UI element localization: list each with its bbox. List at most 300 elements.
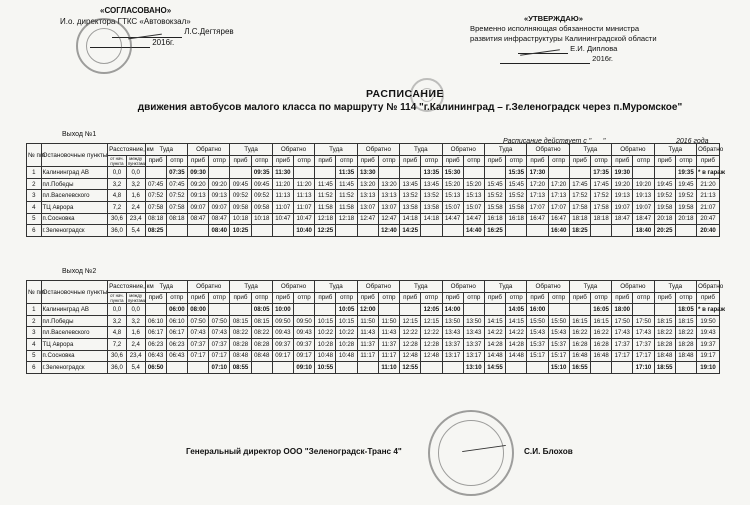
approval-left-date: 2016г. [152, 37, 175, 47]
time-cell: 16:05 [590, 304, 611, 316]
time-cell: 21:07 [697, 201, 720, 213]
time-cell: 08:47 [209, 213, 230, 225]
time-cell: 16:48 [590, 350, 611, 362]
distance-from-start: 7,2 [108, 201, 127, 213]
time-cell [166, 362, 187, 374]
time-cell: 06:17 [166, 327, 187, 339]
column-departure: отпр [421, 155, 442, 167]
time-cell: 11:10 [378, 362, 399, 374]
time-cell: 17:43 [633, 327, 654, 339]
time-cell: 10:15 [315, 315, 336, 327]
distance-between: 2,4 [126, 338, 145, 350]
time-cell: 07:10 [209, 362, 230, 374]
time-cell: 16:15 [590, 315, 611, 327]
time-cell: 19:52 [675, 190, 696, 202]
column-direction-there: Туда [230, 281, 272, 293]
time-cell [612, 362, 633, 374]
row-number: 6 [27, 225, 42, 237]
distance-between: 5,4 [126, 225, 145, 237]
time-cell: 11:35 [336, 167, 357, 179]
time-cell: 09:07 [187, 201, 208, 213]
time-cell: 15:52 [506, 190, 527, 202]
time-cell: 11:37 [357, 338, 378, 350]
time-cell: 14:48 [484, 350, 505, 362]
time-cell: 11:07 [294, 201, 315, 213]
time-cell [548, 167, 569, 179]
column-arrival: приб [187, 155, 208, 167]
time-cell: 12:55 [400, 362, 421, 374]
distance-between: 23,4 [126, 350, 145, 362]
column-departure: отпр [336, 292, 357, 304]
distance-between: 0,0 [126, 167, 145, 179]
time-cell: 19:50 [697, 315, 720, 327]
column-distance: Расстояние, км [108, 144, 145, 156]
time-cell [612, 225, 633, 237]
column-departure: отпр [590, 292, 611, 304]
time-cell: 12:47 [357, 213, 378, 225]
time-cell: 17:10 [633, 362, 654, 374]
table-row [27, 362, 720, 374]
column-direction-there: Туда [315, 281, 357, 293]
row-number: 1 [27, 304, 42, 316]
time-cell: 11:43 [378, 327, 399, 339]
column-departure: отпр [463, 292, 484, 304]
document-title: РАСПИСАНИЕ [365, 88, 445, 100]
column-arrival: приб [272, 292, 293, 304]
distance-from-start: 0,0 [108, 167, 127, 179]
time-cell: 16:55 [569, 362, 590, 374]
time-cell: 10:22 [315, 327, 336, 339]
distance-from-start: 30,6 [108, 213, 127, 225]
approval-right-line2: развития инфраструктуры Калининградской области [470, 34, 657, 43]
column-arrival: приб [484, 155, 505, 167]
time-cell [294, 167, 315, 179]
distance-from-start: 3,2 [108, 178, 127, 190]
column-arrival: приб [230, 292, 251, 304]
time-cell: 11:17 [357, 350, 378, 362]
time-cell: 17:17 [633, 350, 654, 362]
column-departure: отпр [633, 155, 654, 167]
time-cell: 09:45 [230, 178, 251, 190]
column-dist-between: между пунктами [127, 292, 147, 303]
time-cell [590, 225, 611, 237]
time-cell: 14:05 [506, 304, 527, 316]
time-cell: 20:25 [654, 225, 675, 237]
time-cell [145, 167, 166, 179]
time-cell: 18:55 [654, 362, 675, 374]
column-dist-between: между пунктами [127, 155, 147, 166]
column-direction-there: Туда [484, 144, 526, 156]
table-row [27, 304, 720, 316]
time-cell: 16:18 [484, 213, 505, 225]
column-departure: отпр [590, 155, 611, 167]
time-cell: 07:52 [166, 190, 187, 202]
column-departure: отпр [251, 155, 272, 167]
time-cell: 09:52 [251, 190, 272, 202]
stop-name: г.Зеленоградск [41, 362, 108, 374]
signature-line [518, 45, 568, 54]
time-cell: 13:50 [463, 315, 484, 327]
time-cell: 19:07 [633, 201, 654, 213]
time-cell: 08:55 [230, 362, 251, 374]
time-cell: 17:50 [633, 315, 654, 327]
time-cell: 13:45 [421, 178, 442, 190]
time-cell [145, 304, 166, 316]
time-cell: 13:17 [442, 350, 463, 362]
time-cell: 09:10 [294, 362, 315, 374]
time-cell: 17:45 [569, 178, 590, 190]
time-cell: 19:37 [697, 338, 720, 350]
time-cell: 09:20 [209, 178, 230, 190]
distance-between: 1,6 [126, 327, 145, 339]
time-cell: 14:22 [506, 327, 527, 339]
row-number: 5 [27, 350, 42, 362]
time-cell: 09:13 [209, 190, 230, 202]
time-cell: 18:15 [654, 315, 675, 327]
table-row [27, 327, 720, 339]
time-cell: 09:50 [272, 315, 293, 327]
time-cell: 10:47 [272, 213, 293, 225]
time-cell: 15:20 [463, 178, 484, 190]
time-cell: 17:07 [548, 201, 569, 213]
row-number: 3 [27, 327, 42, 339]
time-cell: 08:22 [251, 327, 272, 339]
time-cell: 07:58 [166, 201, 187, 213]
time-cell: 07:43 [187, 327, 208, 339]
time-cell: 09:50 [294, 315, 315, 327]
time-cell: 07:45 [145, 178, 166, 190]
time-cell: 06:00 [166, 304, 187, 316]
time-cell: 12:47 [378, 213, 399, 225]
distance-between: 23,4 [126, 213, 145, 225]
time-cell: 16:18 [506, 213, 527, 225]
time-cell: 12:00 [357, 304, 378, 316]
time-cell: 10:18 [230, 213, 251, 225]
time-cell [527, 225, 548, 237]
row-number: 5 [27, 213, 42, 225]
stop-name: п.Сосновка [41, 213, 108, 225]
time-cell: 12:18 [336, 213, 357, 225]
time-cell: 10:18 [251, 213, 272, 225]
time-cell: 08:05 [251, 304, 272, 316]
time-cell [315, 167, 336, 179]
time-cell: 11:52 [336, 190, 357, 202]
column-direction-back: Обратно [357, 281, 399, 293]
time-cell: 12:28 [421, 338, 442, 350]
time-cell: 13:10 [463, 362, 484, 374]
time-cell [421, 362, 442, 374]
column-direction-back: Обратно [187, 281, 229, 293]
time-cell: 15:43 [548, 327, 569, 339]
time-cell: 10:28 [315, 338, 336, 350]
time-cell: 13:58 [400, 201, 421, 213]
time-cell: 17:52 [590, 190, 611, 202]
time-cell: 18:22 [654, 327, 675, 339]
time-cell: 09:17 [294, 350, 315, 362]
column-direction-back: Обратно [187, 144, 229, 156]
column-arrival: приб [569, 155, 590, 167]
time-cell: 15:07 [442, 201, 463, 213]
time-cell: 07:37 [187, 338, 208, 350]
column-arrival: приб [569, 292, 590, 304]
time-cell: 08:15 [230, 315, 251, 327]
time-cell: 18:25 [569, 225, 590, 237]
time-cell: 13:58 [421, 201, 442, 213]
column-arrival: приб [654, 155, 675, 167]
time-cell [421, 225, 442, 237]
column-departure: отпр [378, 155, 399, 167]
column-departure: отпр [294, 155, 315, 167]
time-cell: 11:13 [272, 190, 293, 202]
time-cell: 18:40 [633, 225, 654, 237]
column-arrival: приб [145, 292, 166, 304]
column-direction-there: Туда [654, 144, 696, 156]
table-row [27, 315, 720, 327]
time-cell [230, 167, 251, 179]
time-cell: 17:13 [527, 190, 548, 202]
time-cell: 17:45 [590, 178, 611, 190]
column-num: № п/п [27, 281, 42, 304]
table-row [27, 213, 720, 225]
time-cell: 06:23 [145, 338, 166, 350]
time-cell: 14:40 [463, 225, 484, 237]
time-cell: 16:22 [569, 327, 590, 339]
distance-from-start: 7,2 [108, 338, 127, 350]
approval-left-name: Л.С.Дегтярев [184, 27, 234, 36]
time-cell: 12:48 [421, 350, 442, 362]
schedule-table-exit1 [26, 143, 725, 237]
time-cell [633, 167, 654, 179]
time-cell: 07:43 [209, 327, 230, 339]
time-cell: 14:47 [442, 213, 463, 225]
time-cell: 16:25 [484, 225, 505, 237]
time-cell: 06:43 [166, 350, 187, 362]
approval-left-title: «СОГЛАСОВАНО» [100, 6, 172, 15]
column-departure: отпр [421, 292, 442, 304]
distance-between: 5,4 [126, 362, 145, 374]
round-stamp-icon [428, 410, 514, 496]
time-cell: 08:22 [230, 327, 251, 339]
time-cell: 13:37 [463, 338, 484, 350]
column-arrival: приб [357, 292, 378, 304]
column-departure: отпр [209, 155, 230, 167]
time-cell: 13:43 [463, 327, 484, 339]
time-cell: 15:50 [527, 315, 548, 327]
column-arrival: приб [612, 155, 633, 167]
time-cell: 13:13 [378, 190, 399, 202]
time-cell: 10:55 [315, 362, 336, 374]
column-departure: отпр [675, 155, 696, 167]
stop-name: пл.Победы [41, 178, 108, 190]
row-number: 4 [27, 338, 42, 350]
footer-name: С.И. Блохов [524, 447, 573, 456]
time-cell: 11:20 [272, 178, 293, 190]
column-departure: отпр [378, 292, 399, 304]
time-cell: 19:20 [612, 178, 633, 190]
time-cell: 12:40 [378, 225, 399, 237]
time-cell [230, 304, 251, 316]
time-cell [187, 362, 208, 374]
time-cell [294, 304, 315, 316]
time-cell: 14:48 [506, 350, 527, 362]
distance-from-start: 36,0 [108, 225, 127, 237]
time-cell: 17:37 [633, 338, 654, 350]
time-cell: 14:47 [463, 213, 484, 225]
column-direction-there: Туда [569, 144, 611, 156]
time-cell: 07:50 [209, 315, 230, 327]
time-cell: 19:30 [612, 167, 633, 179]
time-cell: 13:07 [357, 201, 378, 213]
time-cell: 11:20 [294, 178, 315, 190]
approval-left-line1: И.о. директора ГТКС «Автовокзал» [60, 16, 191, 26]
time-cell: 18:18 [590, 213, 611, 225]
distance-between: 0,0 [126, 304, 145, 316]
time-cell: 09:52 [230, 190, 251, 202]
time-cell: 12:28 [400, 338, 421, 350]
time-cell: 11:52 [315, 190, 336, 202]
column-direction-there: Туда [315, 144, 357, 156]
schedule-table-exit2 [26, 280, 725, 374]
column-direction-back: Обратно [357, 144, 399, 156]
column-departure: отпр [506, 155, 527, 167]
time-cell: 10:22 [336, 327, 357, 339]
time-cell: 12:22 [400, 327, 421, 339]
column-direction-there: Туда [484, 281, 526, 293]
time-cell: 16:15 [569, 315, 590, 327]
time-cell: 16:22 [590, 327, 611, 339]
time-cell: 11:43 [357, 327, 378, 339]
time-cell: 19:07 [612, 201, 633, 213]
time-cell: 07:52 [145, 190, 166, 202]
time-cell: 13:45 [400, 178, 421, 190]
time-cell: 12:48 [400, 350, 421, 362]
time-cell: 13:50 [442, 315, 463, 327]
time-cell: 17:50 [612, 315, 633, 327]
time-cell: 15:17 [527, 350, 548, 362]
time-cell [548, 304, 569, 316]
time-cell: 11:58 [315, 201, 336, 213]
column-direction-back: Обратно [697, 281, 720, 293]
time-cell: 17:58 [569, 201, 590, 213]
column-departure: отпр [506, 292, 527, 304]
time-cell [569, 167, 590, 179]
time-cell: 15:45 [506, 178, 527, 190]
time-cell: 15:13 [463, 190, 484, 202]
table-row [27, 350, 720, 362]
stop-name: Калининград АВ [41, 167, 108, 179]
time-cell [209, 167, 230, 179]
time-cell: 13:37 [442, 338, 463, 350]
time-cell: 21:13 [697, 190, 720, 202]
time-cell: 08:15 [251, 315, 272, 327]
time-cell: 15:17 [548, 350, 569, 362]
time-cell: 08:00 [187, 304, 208, 316]
column-arrival: приб [527, 155, 548, 167]
column-direction-back: Обратно [527, 144, 569, 156]
column-direction-back: Обратно [272, 281, 314, 293]
time-cell: 09:37 [272, 338, 293, 350]
distance-from-start: 36,0 [108, 362, 127, 374]
time-cell: 18:47 [633, 213, 654, 225]
time-cell: 13:35 [421, 167, 442, 179]
column-num: № п/п [27, 144, 42, 167]
column-arrival: приб [697, 292, 720, 304]
approval-right [470, 14, 730, 64]
time-cell: * в гараж [697, 167, 720, 179]
time-cell [378, 167, 399, 179]
time-cell: 18:15 [675, 315, 696, 327]
time-cell: 19:43 [697, 327, 720, 339]
column-departure: отпр [548, 292, 569, 304]
column-stop: Остановочные пункты [41, 281, 108, 304]
time-cell: 19:45 [675, 178, 696, 190]
column-arrival: приб [272, 155, 293, 167]
column-departure: отпр [675, 292, 696, 304]
column-departure: отпр [294, 292, 315, 304]
time-cell: 19:45 [654, 178, 675, 190]
time-cell: 11:45 [336, 178, 357, 190]
time-cell: 17:43 [612, 327, 633, 339]
time-cell [251, 225, 272, 237]
time-cell: 15:58 [484, 201, 505, 213]
time-cell: 15:10 [548, 362, 569, 374]
approval-right-name: Е.И. Диплова [570, 44, 618, 53]
stop-name: пл.Победы [41, 315, 108, 327]
time-cell: 07:17 [209, 350, 230, 362]
footer-position: Генеральный директор ООО "Зеленоградск-Транс 4" [186, 447, 402, 456]
time-cell: 06:10 [166, 315, 187, 327]
time-cell: 18:48 [675, 350, 696, 362]
time-cell: 13:52 [400, 190, 421, 202]
time-cell: 06:17 [145, 327, 166, 339]
column-arrival: приб [442, 292, 463, 304]
time-cell: 15:52 [484, 190, 505, 202]
time-cell: 12:15 [421, 315, 442, 327]
time-cell: 08:48 [251, 350, 272, 362]
time-cell: 11:13 [294, 190, 315, 202]
time-cell: 13:13 [357, 190, 378, 202]
time-cell: 14:15 [506, 315, 527, 327]
time-cell [209, 304, 230, 316]
time-cell: 11:17 [378, 350, 399, 362]
table-row [27, 338, 720, 350]
time-cell: 11:50 [357, 315, 378, 327]
time-cell: 09:20 [187, 178, 208, 190]
column-distance: Расстояние, км [108, 281, 145, 293]
time-cell: 13:52 [421, 190, 442, 202]
time-cell: 12:25 [315, 225, 336, 237]
column-direction-there: Туда [400, 281, 442, 293]
time-cell: 19:13 [612, 190, 633, 202]
stop-name: Калининград АВ [41, 304, 108, 316]
time-cell: 15:50 [548, 315, 569, 327]
table-row [27, 225, 720, 237]
time-cell: 16:28 [590, 338, 611, 350]
column-arrival: приб [400, 155, 421, 167]
column-direction-there: Туда [230, 144, 272, 156]
time-cell: 06:50 [145, 362, 166, 374]
round-stamp-icon [76, 18, 132, 74]
time-cell: 12:18 [315, 213, 336, 225]
time-cell: 12:15 [400, 315, 421, 327]
time-cell: 13:20 [357, 178, 378, 190]
table-row [27, 190, 720, 202]
time-cell: 19:58 [675, 201, 696, 213]
distance-from-start: 3,2 [108, 315, 127, 327]
time-cell: 10:25 [230, 225, 251, 237]
row-number: 2 [27, 178, 42, 190]
time-cell: 11:58 [336, 201, 357, 213]
